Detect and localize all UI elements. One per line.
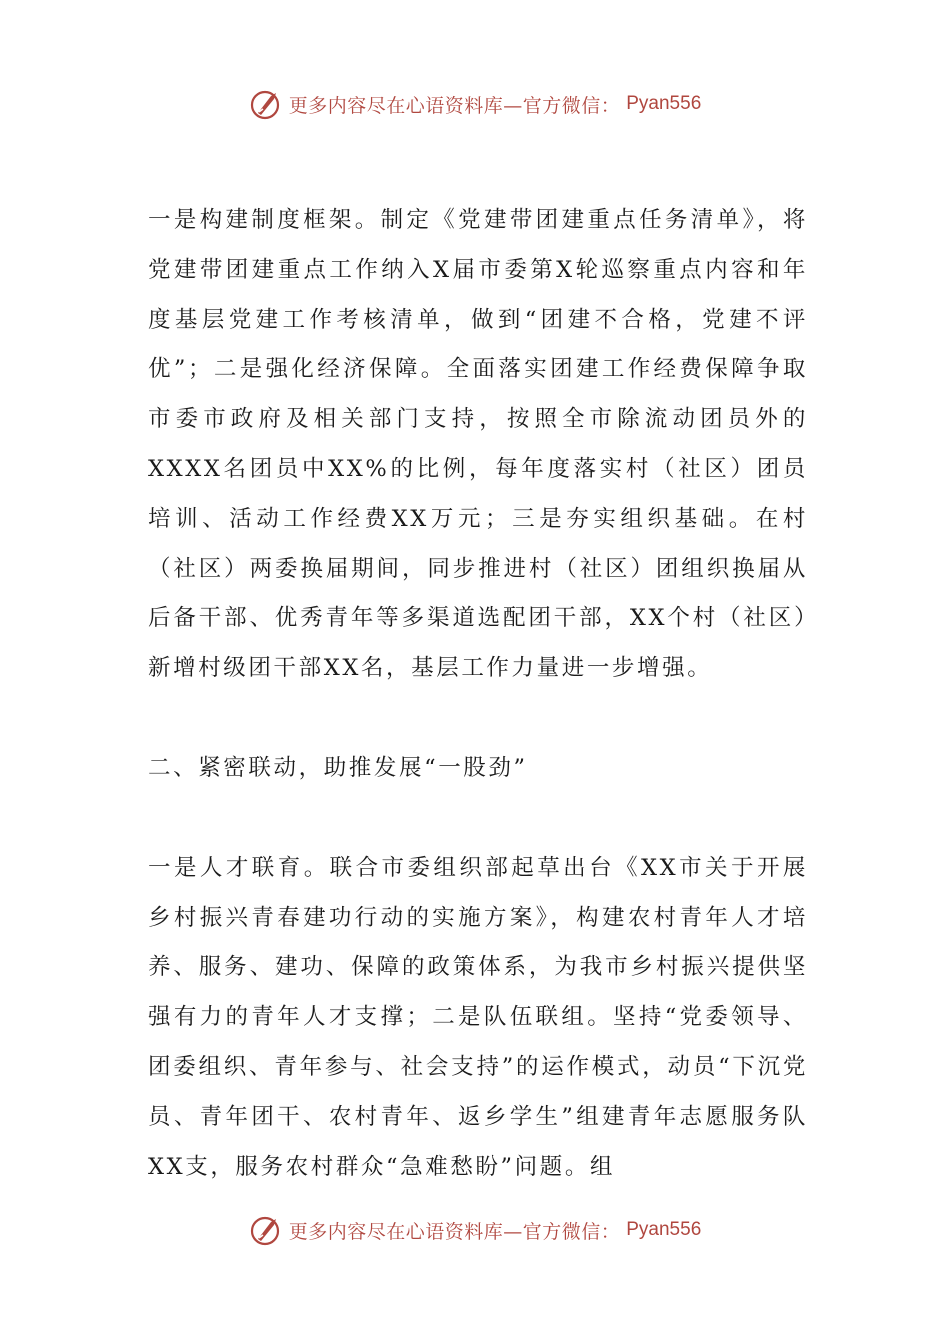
watermark-contact: Pyan556	[626, 93, 702, 114]
header-watermark-banner	[0, 84, 950, 124]
watermark-contact: Pyan556	[626, 1219, 702, 1240]
watermark-text: 更多内容尽在心语资料库—官方微信：	[288, 94, 621, 117]
footer-watermark-banner	[0, 1210, 950, 1250]
pen-nib-circle-icon	[249, 1213, 283, 1247]
document-body	[148, 196, 808, 1192]
watermark-text: 更多内容尽在心语资料库—官方微信：	[288, 1220, 621, 1243]
pen-nib-circle-icon	[249, 87, 283, 121]
body-paragraph-1: 一是构建制度框架。制定《党建带团建重点任务清单》，将党建带团建重点工作纳入X届市委第X轮巡察重点内容和年度基层党建工作考核清单，做到“团建不合格，党建不评优”；二是强化经济保障。全面落实团建工作经费保障争取市委市政府及相关部门支持，按照全市除流动团员外的XXXX名团员中XX%的比例，每年度落实村（社区）团员培训、活动工作经费XX万元；三是夯实组织基础。在村（社区）两委换届期间，同步推进村（社区）团组织换届从后备干部、优秀青年等多渠道选配团干部，XX个村（社区）新增村级团干部XX名，基层工作力量进一步增强。	[148, 207, 808, 682]
section-heading-2: 二、紧密联动，助推发展“一股劲”	[148, 754, 528, 781]
paragraph-spacer	[148, 694, 808, 744]
paragraph-spacer	[148, 794, 808, 844]
body-paragraph-2: 一是人才联育。联合市委组织部起草出台《XX市关于开展乡村振兴青春建功行动的实施方案》，构建农村青年人才培养、服务、建功、保障的政策体系，为我市乡村振兴提供坚强有力的青年人才支撑；二是队伍联组。坚持“党委领导、团委组织、青年参与、社会支持”的运作模式，动员“下沉党员、青年团干、农村青年、返乡学生”组建青年志愿服务队XX支，服务农村群众“急难愁盼”问题。组	[148, 854, 808, 1180]
